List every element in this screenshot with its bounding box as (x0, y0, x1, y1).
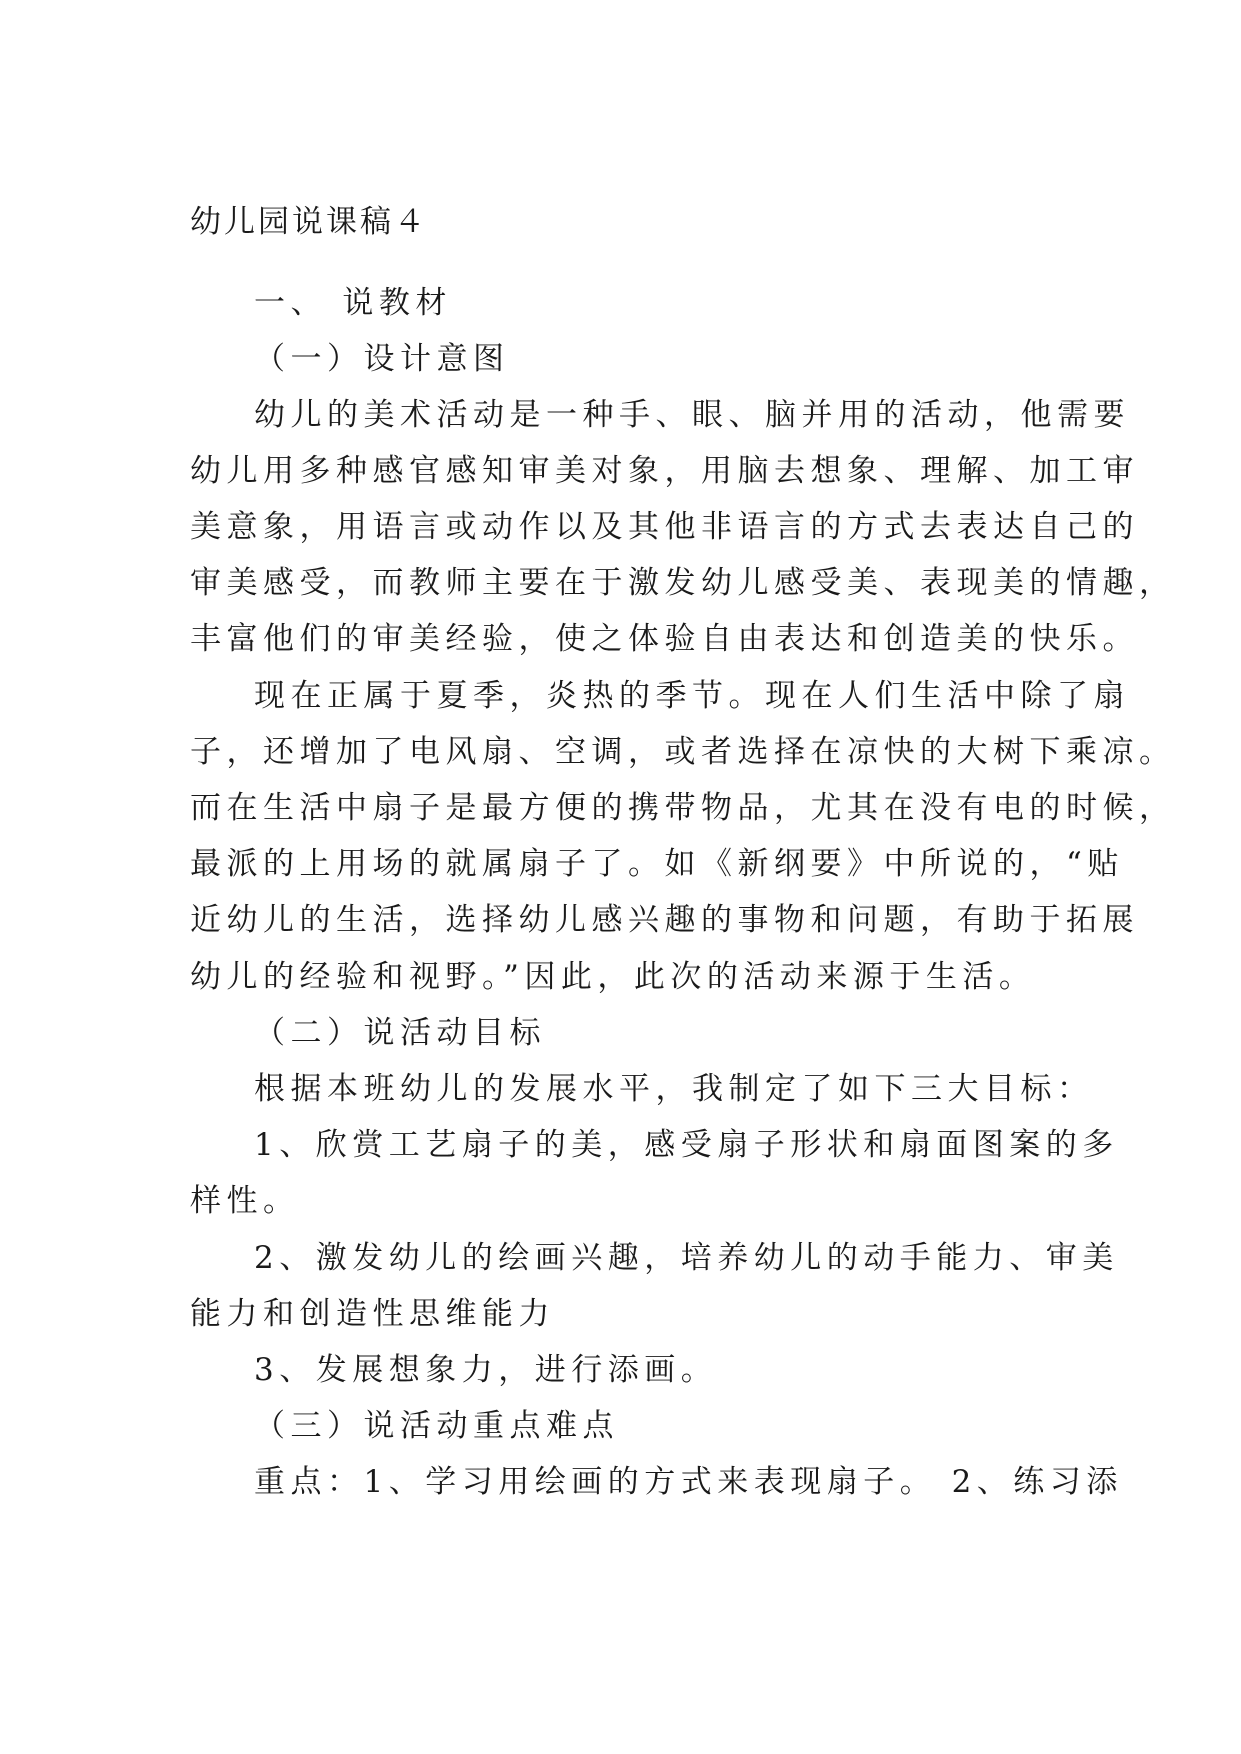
paragraph-line: 幼儿用多种感官感知审美对象，用脑去想象、理解、加工审 (190, 453, 1139, 489)
goals-intro: 根据本班幼儿的发展水平，我制定了如下三大目标： (254, 1071, 1094, 1107)
paragraph-line: 美意象，用语言或动作以及其他非语言的方式去表达自己的 (190, 509, 1139, 545)
goal-item: 1、欣赏工艺扇子的美，感受扇子形状和扇面图案的多 (254, 1127, 1119, 1163)
key-points-line: 重点：1、学习用绘画的方式来表现扇子。 2、练习添 (254, 1464, 1123, 1500)
goal-item: 3、发展想象力，进行添画。 (254, 1352, 718, 1388)
section-heading-textbook: 一、 说教材 (254, 285, 452, 321)
paragraph-line: 现在正属于夏季，炎热的季节。现在人们生活中除了扇 (254, 678, 1130, 714)
paragraph-line: 丰富他们的审美经验，使之体验自由表达和创造美的快乐。 (190, 621, 1139, 657)
paragraph-line: 而在生活中扇子是最方便的携带物品，尤其在没有电的时候， (190, 790, 1176, 826)
goal-item: 能力和创造性思维能力 (190, 1296, 555, 1332)
document-title: 幼儿园说课稿４ (190, 204, 428, 240)
paragraph-line: 幼儿的经验和视野。”因此，此次的活动来源于生活。 (190, 959, 1036, 995)
paragraph-line: 最派的上用场的就属扇子了。如《新纲要》中所说的，“贴 (190, 846, 1124, 882)
paragraph-line: 幼儿的美术活动是一种手、眼、脑并用的活动，他需要 (254, 397, 1130, 433)
goal-item: 2、激发幼儿的绘画兴趣，培养幼儿的动手能力、审美 (254, 1240, 1119, 1276)
subheading-key-difficult-points: （三）说活动重点难点 (254, 1408, 619, 1444)
subheading-activity-goals: （二）说活动目标 (254, 1015, 546, 1051)
paragraph-line: 子，还增加了电风扇、空调，或者选择在凉快的大树下乘凉。 (190, 734, 1176, 770)
paragraph-line: 审美感受，而教师主要在于激发幼儿感受美、表现美的情趣， (190, 565, 1176, 601)
paragraph-line: 近幼儿的生活，选择幼儿感兴趣的事物和问题，有助于拓展 (190, 902, 1139, 938)
goal-item: 样性。 (190, 1183, 300, 1219)
subheading-design-intent: （一）设计意图 (254, 341, 510, 377)
